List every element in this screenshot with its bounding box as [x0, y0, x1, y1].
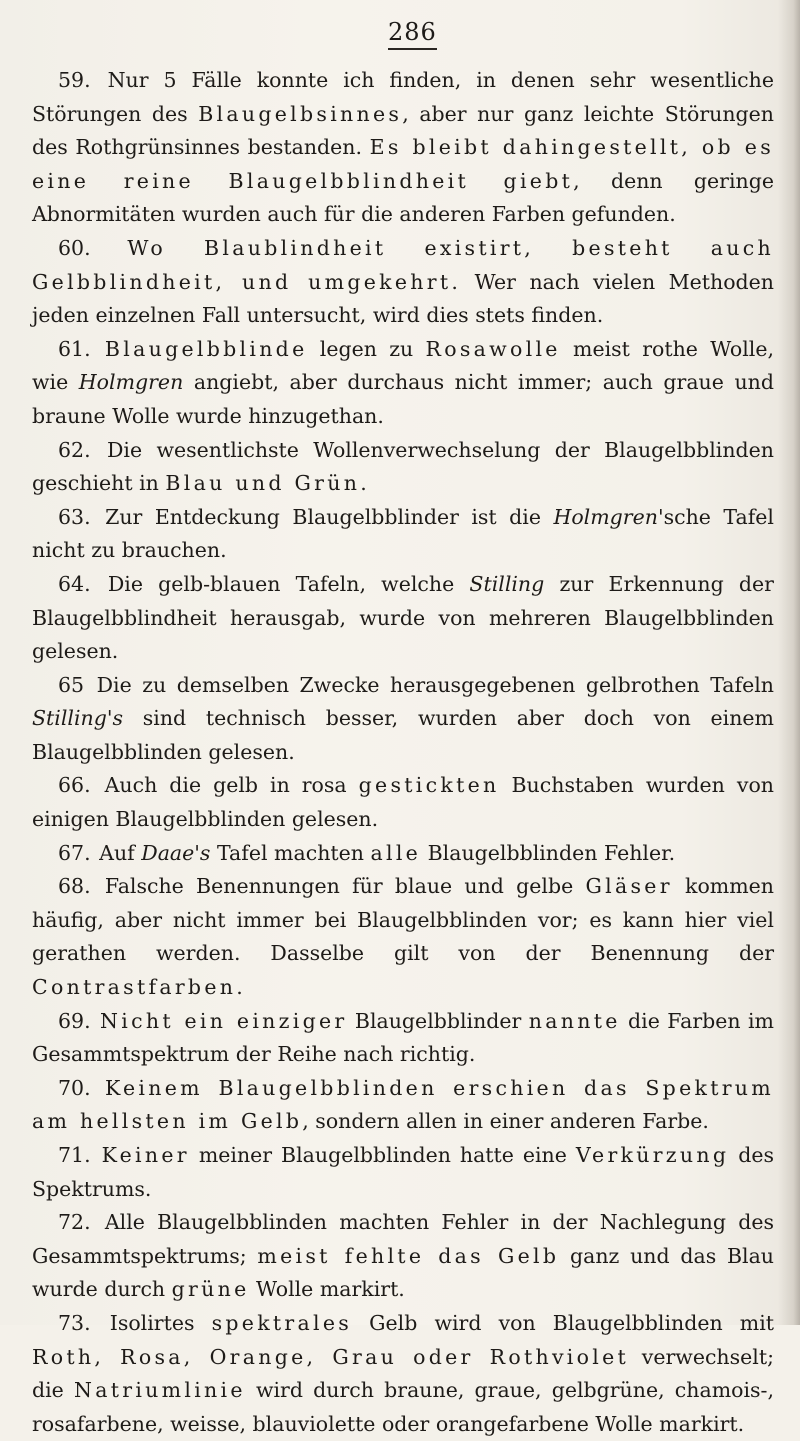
spaced-emphasis-text: Natriumlinie [74, 1378, 246, 1403]
paragraph-text: Falsche Benennungen für blaue und gelbe [104, 874, 586, 899]
spaced-emphasis-text: grüne [171, 1277, 250, 1302]
paragraph-number: 67. [58, 840, 91, 865]
paragraph-text: Gelb wird von Blaugelbblinden mit [352, 1310, 775, 1335]
paragraph-number: 69. [58, 1008, 91, 1033]
paragraph-number: 63. [58, 504, 91, 529]
numbered-paragraph [32, 64, 774, 232]
spaced-emphasis-text: Gläser [585, 874, 673, 899]
spaced-emphasis-text: alle [370, 840, 422, 865]
paragraph-text: des Spektrums. [32, 1143, 774, 1201]
paragraph-text: , sondern allen in einer anderen Farbe. [302, 1109, 709, 1134]
paragraph-text: Wer nach vielen Methoden jeden einzelnen Fall untersucht, wird dies stets finden. [32, 269, 774, 328]
italic-name-text: Holmgren [78, 370, 184, 395]
paragraph-text: meist rothe Wolle, wie [32, 336, 774, 395]
paragraph-text: sind technisch besser, wurden aber doch von einem Blaugelbblinden gelesen. [32, 706, 774, 764]
numbered-paragraph [32, 1206, 774, 1307]
spaced-emphasis-text: Roth, Rosa, Orange, Grau oder Rothviolet [32, 1344, 630, 1369]
numbered-paragraph [32, 568, 774, 669]
paragraph-text: legen zu [307, 336, 426, 361]
paragraph-text: zur Erkennung der Blaugelbblindheit herausgab, wurde von mehreren Blaugelbblinden gelesen. [32, 571, 774, 664]
paragraph-text: Auf [99, 840, 142, 865]
numbered-paragraph [32, 501, 774, 568]
paragraph-text: Blaugelbblinder [347, 1008, 529, 1033]
italic-name-text: Daae's [141, 840, 211, 865]
paragraph-text: angiebt, aber durchaus nicht immer; auch graue und braune Wolle wurde hinzugethan. [32, 370, 774, 428]
paragraph-text: meiner Blaugelbblinden hatte eine [189, 1143, 576, 1167]
italic-name-text: Stilling's [32, 706, 123, 731]
numbered-paragraph [32, 333, 774, 434]
spaced-emphasis-text: Blaugelbsinnes [198, 101, 403, 126]
spaced-emphasis-text: nannte [528, 1008, 621, 1033]
paragraph-number: 66. [58, 773, 91, 798]
paragraph-text: kommen häufig, aber nicht immer bei Blaugelbblinden vor; es kann hier viel gerathen werden. Dasselbe gilt von der Benennung der [32, 874, 774, 966]
numbered-paragraph [32, 1307, 774, 1441]
numbered-paragraph [32, 870, 774, 1004]
paragraph-text: Isolirtes [109, 1310, 212, 1335]
italic-name-text: Stilling [469, 571, 545, 596]
paragraph-number: 72. [58, 1210, 91, 1235]
paragraph-text: verwechselt; die [32, 1344, 774, 1403]
numbered-paragraph [32, 1139, 774, 1206]
paragraph-text: wird durch braune, graue, gelbgrüne, chamois-, rosafarbene, weisse, blauviolette oder orangefarbene Wolle markirt. [32, 1378, 775, 1436]
page-edge-shadow [778, 0, 800, 1325]
paragraph-number: 71. [58, 1143, 91, 1167]
spaced-emphasis-text: Contrastfarben [32, 975, 237, 1000]
paragraph-text: , denn geringe Abnormitäten wurden auch für die anderen Farben gefunden. [32, 168, 774, 227]
paragraph-text: ganz und das Blau wurde durch [32, 1243, 775, 1302]
spaced-emphasis-text: Verkürzung [575, 1143, 730, 1167]
paragraph-text: 'sche Tafel nicht zu brauchen. [32, 504, 774, 563]
spaced-emphasis-text: Keinem Blaugelbblinden erschien das Spektrum am hellsten im Gelb [32, 1075, 774, 1134]
paragraph-number: 64. [58, 571, 91, 596]
spaced-emphasis-text: spektrales [211, 1310, 353, 1335]
spaced-emphasis-text: gestickten [358, 773, 500, 798]
paragraph-text: , aber nur ganz leichte Störungen des Rothgrünsinnes bestanden. [32, 101, 774, 160]
paragraph-text: Tafel machten [210, 840, 371, 865]
paragraph-text: . [236, 975, 243, 1000]
spaced-emphasis-text: Rosawolle [425, 336, 561, 361]
numbered-paragraph [32, 837, 774, 871]
paragraph-number: 73. [58, 1310, 91, 1335]
page-number: 286 [388, 18, 437, 50]
numbered-paragraph [32, 232, 774, 333]
paragraph-text: Zur Entdeckung Blaugelbblinder ist die [105, 504, 554, 529]
paragraph-text: Nur 5 Fälle konnte ich finden, in denen sehr wesentliche Störungen des [32, 68, 774, 126]
spaced-emphasis-text: Wo Blaublindheit existirt, besteht auch Gelbblindheit, und umgekehrt. [32, 235, 774, 294]
spaced-emphasis-text: Nicht ein einziger [100, 1008, 348, 1033]
paragraph-number: 68. [58, 874, 91, 899]
paragraph-number: 62. [58, 437, 91, 462]
body-text [32, 64, 774, 1441]
numbered-paragraph [32, 434, 774, 501]
numbered-paragraph [32, 669, 774, 770]
paragraph-text: die Farben im Gesammtspektrum der Reihe nach richtig. [32, 1008, 774, 1067]
paragraph-text: Die gelb-blauen Tafeln, welche [107, 571, 470, 596]
paragraph-text: Wolle markirt. [249, 1277, 405, 1302]
italic-name-text: Holmgren [553, 504, 658, 529]
paragraph-text: . [360, 471, 367, 496]
paragraph-text: Buchstaben wurden von einigen Blaugelbblinden gelesen. [32, 773, 774, 832]
paragraph-text: Blaugelbblinden Fehler. [421, 840, 676, 865]
paragraph-text: Die wesentlichste Wollenverwechselung der Blaugelbblinden geschieht in [32, 437, 774, 496]
paragraph-number: 61. [58, 336, 91, 361]
spaced-emphasis-text: meist fehlte das Gelb [257, 1243, 560, 1268]
spaced-emphasis-text: Es bleibt dahingestellt, ob es eine reine Blaugelbblindheit giebt [32, 135, 774, 193]
spaced-emphasis-text: Blau und Grün [165, 471, 361, 496]
paragraph-number: 59. [58, 68, 91, 92]
paragraph-text: Alle Blaugelbblinden machten Fehler in der Nachlegung des Gesammtspektrums; [32, 1210, 774, 1268]
numbered-paragraph [32, 1072, 774, 1139]
spaced-emphasis-text: Blaugelbblinde [104, 336, 308, 361]
paragraph-number: 60. [58, 235, 91, 260]
numbered-paragraph [32, 1005, 774, 1072]
numbered-paragraph [32, 769, 774, 836]
spaced-emphasis-text: Keiner [101, 1143, 190, 1167]
paragraph-text: Auch die gelb in rosa [104, 773, 359, 798]
paragraph-text: Die zu demselben Zwecke herausgegebenen gelbrothen Tafeln [96, 672, 774, 697]
paragraph-number: 65 [58, 672, 85, 697]
paragraph-number: 70. [58, 1075, 91, 1100]
